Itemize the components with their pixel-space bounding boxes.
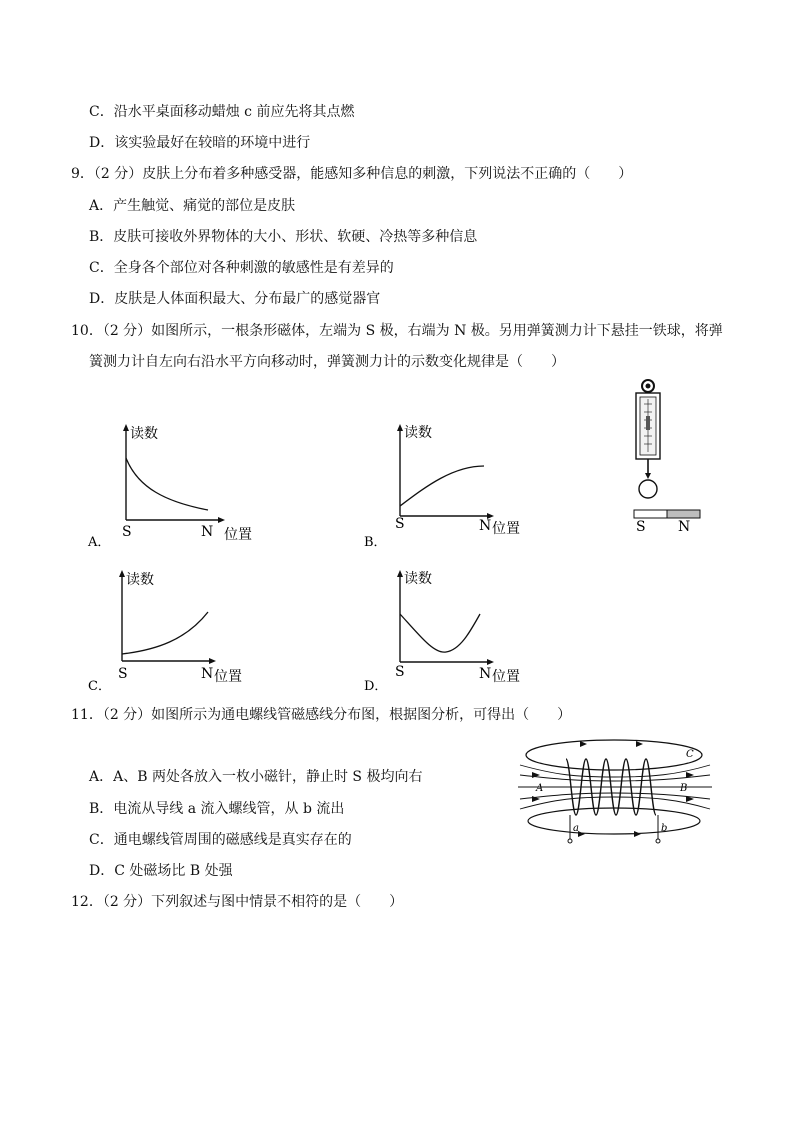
s-label: S — [118, 666, 128, 682]
q9-option-d: D．皮肤是人体面积最大、分布最广的感觉器官 — [89, 291, 381, 307]
x-axis-label: 位置 — [492, 521, 520, 537]
s-label: S — [395, 664, 405, 680]
q9-option-a: A．产生触觉、痛觉的部位是皮肤 — [89, 198, 296, 214]
n-label: N — [201, 524, 214, 540]
point-c-label: C — [686, 749, 694, 760]
q9-stem: 9．（2 分）皮肤上分布着多种感受器，能感知多种信息的刺激，下列说法不正确的（ ） — [71, 166, 633, 182]
q10-graph-a — [86, 420, 266, 550]
s-label: S — [122, 524, 132, 540]
wire-a-label: a — [573, 823, 579, 834]
y-axis-label: 读数 — [404, 571, 432, 587]
q11-option-c: C．通电螺线管周围的磁感线是真实存在的 — [89, 832, 352, 848]
q11-option-a: A．A、B 两处各放入一枚小磁针，静止时 S 极均向右 — [89, 769, 423, 785]
wire-b-label: b — [661, 823, 668, 834]
q10-graph-c — [86, 566, 266, 696]
point-b-label: B — [680, 783, 688, 794]
y-axis-label: 读数 — [404, 425, 432, 441]
q8-option-d: D．该实验最好在较暗的环境中进行 — [89, 135, 311, 151]
y-axis-label: 读数 — [130, 426, 158, 442]
q10-stem-line1: 10．（2 分）如图所示，一根条形磁体，左端为 S 极，右端为 N 极。另用弹簧测力计下悬挂一铁球，将弹 — [71, 323, 723, 339]
q11-stem: 11．（2 分）如图所示为通电螺线管磁感线分布图，根据图分析，可得出（ ） — [71, 707, 572, 723]
option-d-label: D． — [364, 679, 388, 694]
n-label: N — [201, 666, 214, 682]
q12-stem: 12．（2 分）下列叙述与图中情景不相符的是（ ） — [71, 894, 404, 910]
q10-graph-b — [362, 420, 542, 550]
y-axis-label: 读数 — [126, 572, 154, 588]
q10-graph-d — [362, 566, 542, 696]
s-label: S — [395, 516, 405, 532]
n-label: N — [479, 666, 492, 682]
q9-option-b: B．皮肤可接收外界物体的大小、形状、软硬、冷热等多种信息 — [89, 229, 478, 245]
q11-option-d: D．C 处磁场比 B 处强 — [89, 863, 233, 879]
q10-stem-line2: 簧测力计自左向右沿水平方向移动时，弹簧测力计的示数变化规律是（ ） — [89, 354, 565, 370]
q11-option-b: B．电流从导线 a 流入螺线管，从 b 流出 — [89, 801, 345, 817]
spring-scale-magnet-figure — [628, 376, 718, 536]
x-axis-label: 位置 — [224, 527, 252, 543]
point-a-label: A — [536, 783, 544, 794]
option-b-label: B． — [364, 535, 387, 550]
magnet-n-label: N — [678, 519, 691, 535]
magnet-s-label: S — [636, 519, 646, 535]
x-axis-label: 位置 — [492, 669, 520, 685]
option-c-label: C． — [88, 679, 111, 694]
solenoid-field-figure — [516, 735, 716, 845]
n-label: N — [479, 518, 492, 534]
option-a-label: A． — [88, 535, 111, 550]
x-axis-label: 位置 — [214, 669, 242, 685]
q9-option-c: C．全身各个部位对各种刺激的敏感性是有差异的 — [89, 260, 394, 276]
q8-option-c: C．沿水平桌面移动蜡烛 c 前应先将其点燃 — [89, 104, 355, 120]
